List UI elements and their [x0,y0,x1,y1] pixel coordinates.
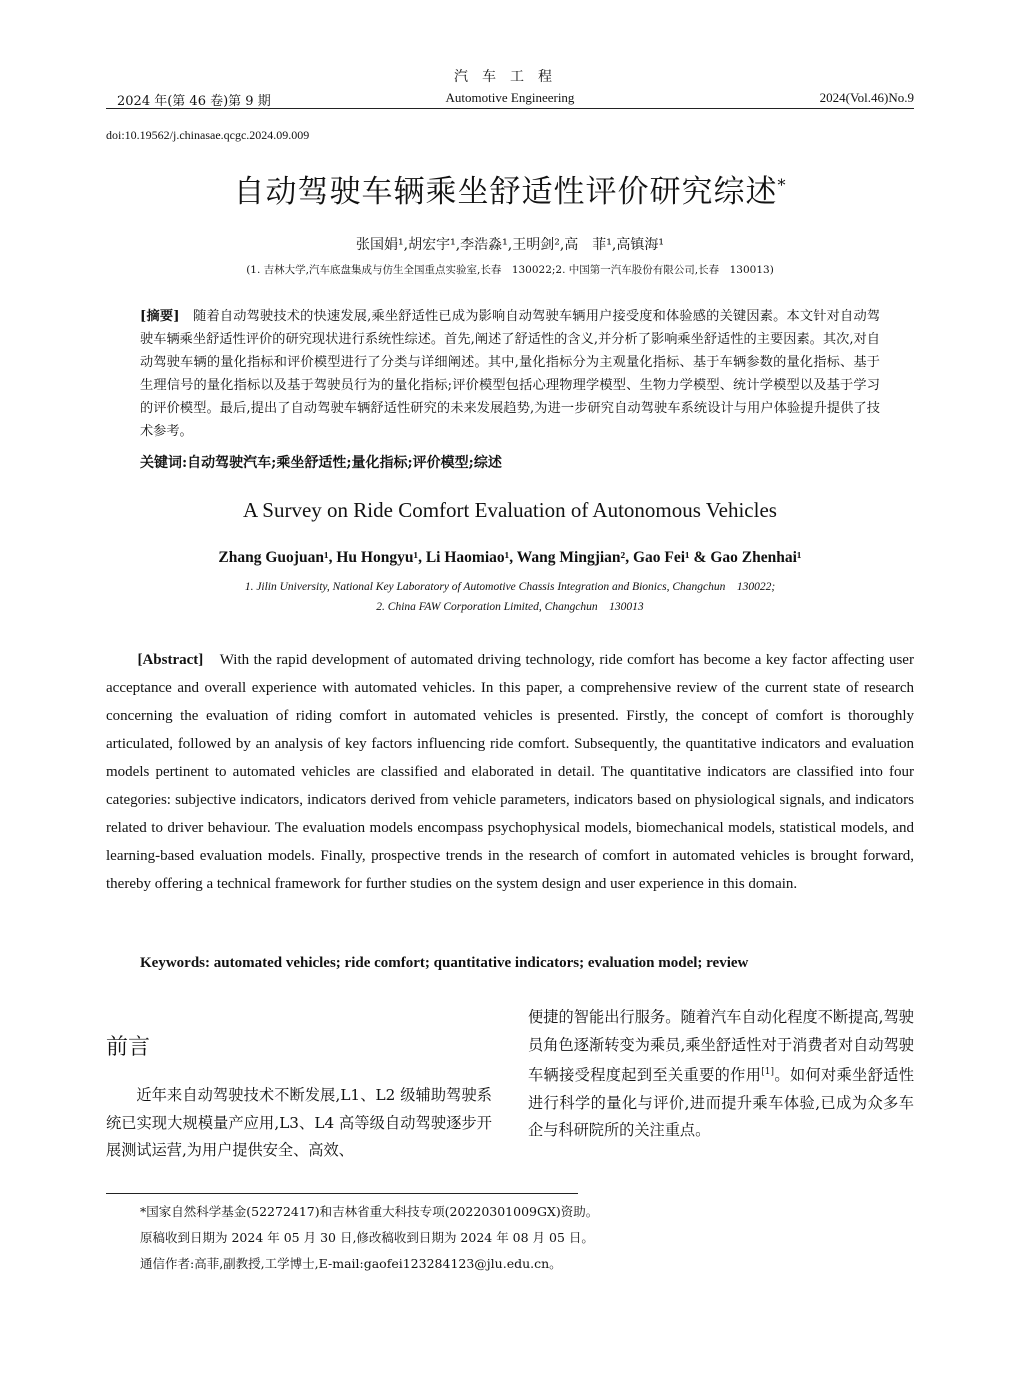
title-cn-text: 自动驾驶车辆乘坐舒适性评价研究综述 [233,174,778,210]
body-right-text-2: 。如何对乘坐舒适性进行科学的量化与评价,进而提升乘车体验,已成为众多车企与科研院所的关注重点。 [528,1066,915,1140]
issue-info-cn: 2024 年(第 46 卷)第 9 期 [117,94,271,109]
affiliations-cn: (1. 吉林大学,汽车底盘集成与仿生全国重点实验室,长春 130022;2. 中国第一汽车股份有限公司,长春 130013) [246,264,774,276]
citation-ref[interactable]: [1] [761,1067,775,1077]
title-footnote-mark: * [777,175,787,195]
abstract-en-label: [Abstract] [137,652,204,668]
footnote-dates: 原稿收到日期为 2024 年 05 月 30 日,修改稿收到日期为 2024 年 08 月 05 日。 [140,1230,594,1245]
journal-name-en: Automotive Engineering [445,90,575,105]
footnote-corresponding-author: 通信作者:高菲,副教授,工学博士,E-mail:gaofei123284123@jlu.edu.cn。 [140,1256,562,1271]
footnote-rule [106,1193,578,1194]
affiliation-en-2: 2. China FAW Corporation Limited, Changchun 130013 [376,601,644,613]
abstract-cn-text: 随着自动驾驶技术的快速发展,乘坐舒适性已成为影响自动驾驶车辆用户接受度和体验感的关键因素。本文针对自动驾驶车辆乘坐舒适性评价的研究现状进行系统性综述。首先,阐述了舒适性的含义,并分析了影响乘坐舒适性的主要因素。其次,对自动驾驶车辆的量化指标和评价模型进行了分类与详细阐述。其中,量化指标分为主观量化指标、基于车辆参数的量化指标、基于生理信号的量化指标以及基于驾驶员行为的量化指标;评价模型包括心理物理学模型、生物力学模型、统计学模型以及基于学习的评价模型。最后,提出了自动驾驶车辆舒适性研究的未来发展趋势,为进一步研究自动驾驶车系统设计与用户体验提升提供了技术参考。 [140,309,881,439]
paper-title-en: A Survey on Ride Comfort Evaluation of Autonomous Vehicles [243,498,777,522]
doi: doi:10.19562/j.chinasae.qcgc.2024.09.009 [106,128,310,142]
section-heading-preface: 前言 [106,1035,151,1060]
abstract-cn-label: [摘要] [140,309,180,324]
abstract-en [106,646,914,898]
keywords-en: Keywords: automated vehicles; ride comfort; quantitative indicators; evaluation model; review [140,955,749,971]
body-text-left-column: 近年来自动驾驶技术不断发展,L1、L2 级辅助驾驶系统已实现大规模量产应用,L3、L4 高等级自动驾驶逐步开展测试运营,为用户提供安全、高效、 [106,1086,492,1159]
affiliation-en-1: 1. Jilin University, National Key Laboratory of Automotive Chassis Integration and Bionics, Changchun 130022; [244,581,776,593]
footnote-funding: *国家自然科学基金(52272417)和吉林省重大科技专项(20220301009GX)资助。 [140,1204,599,1219]
journal-name-cn: 汽车工程 [454,69,566,85]
keywords-cn: 关键词:自动驾驶汽车;乘坐舒适性;量化指标;评价模型;综述 [140,455,502,471]
paper-title-cn [0,166,1020,211]
header-rule [106,108,914,109]
abstract-en-text: With the rapid development of automated driving technology, ride comfort has become a key factor affecting user acceptance and overall experience with automated vehicles. In this paper, a comprehensive review of the current state of research concerning the evaluation of riding comfort in automated vehicles is presented. Firstly, the concept of comfort is thoroughly articulated, followed by an analysis of key factors influencing ride comfort. Subsequently, the quantitative indicators and evaluation models pertinent to automated vehicles are classified and elaborated in detail. The quantitative indicators are classified into four categories: subjective indicators, indicators derived from vehicle parameters, indicators based on physiological signals, and indicators related to driver behaviour. The evaluation models encompass psychophysical models, biomechanical models, statistical models, and learning-based evaluation models. Finally, prospective trends in the research of comfort in automated vehicles is brought forward, thereby offering a technical framework for further studies on the system design and user experience in this domain. [106,652,914,892]
authors-en: Zhang Guojuan¹, Hu Hongyu¹, Li Haomiao¹, Wang Mingjian², Gao Fei¹ & Gao Zhenhai¹ [218,549,802,566]
issue-info-en: 2024(Vol.46)No.9 [819,90,914,105]
abstract-cn [140,305,880,443]
body-text-right-column [528,1004,914,1145]
authors-cn: 张国娟¹,胡宏宇¹,李浩淼¹,王明剑²,高 菲¹,高镇海¹ [356,237,664,253]
body-right-text-1: 便捷的智能出行服务。随着汽车自动化程度不断提高,驾驶员角色逐渐转变为乘员,乘坐舒适性对于消费者对自动驾驶车辆接受程度起到至关重要的作用 [528,1008,914,1085]
